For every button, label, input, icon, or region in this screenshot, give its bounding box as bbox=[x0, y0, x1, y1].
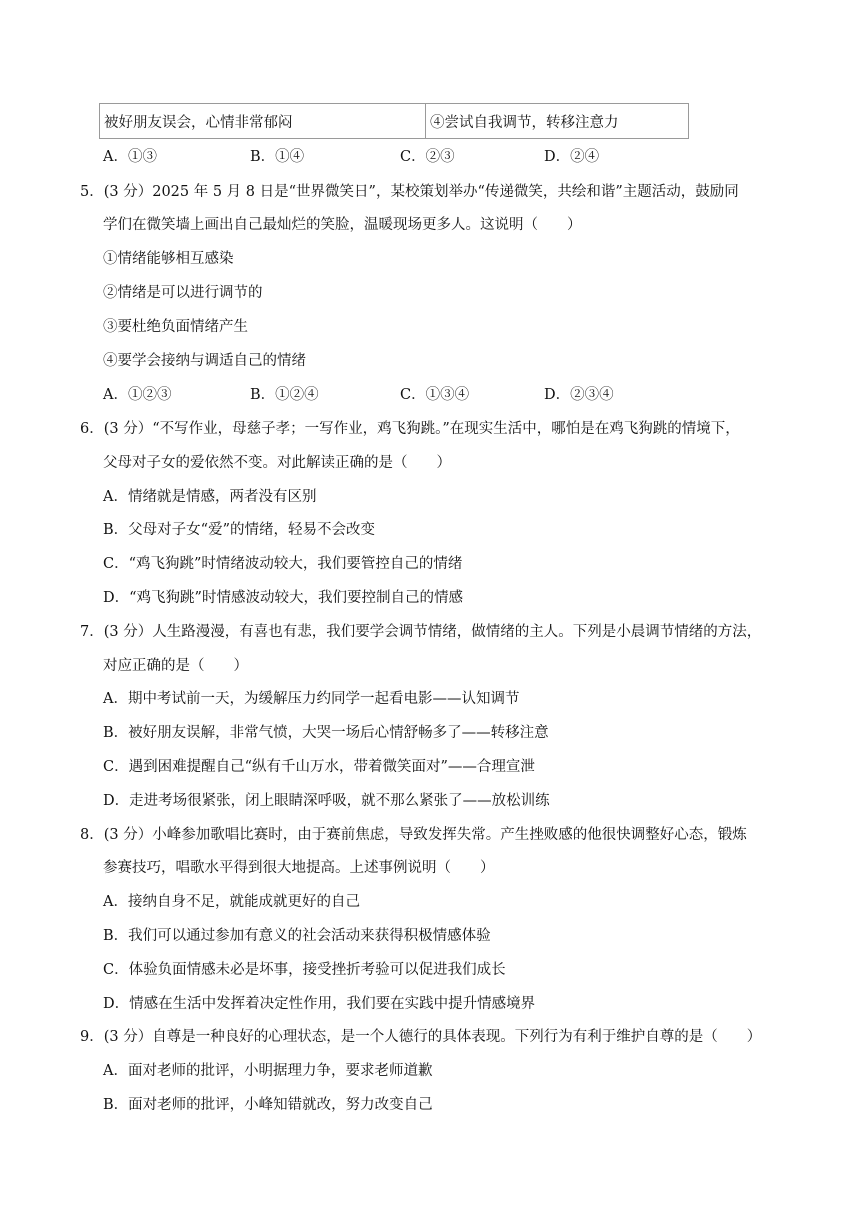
q9-stem-line-1: 9．(3 分）自尊是一种良好的心理状态，是一个人德行的具体表现。下列行为有利于维护自尊的是（ ） bbox=[80, 1029, 762, 1045]
q8-option-a[interactable]: A．接纳自身不足，就能成就更好的自己 bbox=[103, 894, 360, 910]
q6-option-b[interactable]: B．父母对子女“爱”的情绪，轻易不会改变 bbox=[103, 522, 375, 538]
table-cell-method: ④尝试自我调节，转移注意力 bbox=[430, 114, 619, 131]
q6-stem-line-2: 父母对子女的爱依然不变。对此解读正确的是（ ） bbox=[103, 455, 451, 471]
q9-option-b[interactable]: B．面对老师的批评，小峰知错就改，努力改变自己 bbox=[103, 1097, 433, 1113]
q5-option-d[interactable]: D．②③④ bbox=[544, 387, 614, 403]
q7-option-a[interactable]: A．期中考试前一天，为缓解压力约同学一起看电影——认知调节 bbox=[103, 691, 520, 707]
q6-stem-line-1: 6．(3 分）“不写作业，母慈子孝；一写作业，鸡飞狗跳。”在现实生活中，哪怕是在鸡飞狗跳的情境下， bbox=[80, 421, 740, 437]
q6-option-a[interactable]: A．情绪就是情感，两者没有区别 bbox=[103, 489, 317, 505]
q8-option-c[interactable]: C．体验负面情感未必是坏事，接受挫折考验可以促进我们成长 bbox=[103, 962, 506, 978]
q5-option-c[interactable]: C．①③④ bbox=[400, 387, 470, 403]
q9-option-a[interactable]: A．面对老师的批评，小明据理力争，要求老师道歉 bbox=[103, 1063, 433, 1079]
q5-stem-line-2: 学们在微笑墙上画出自己最灿烂的笑脸，温暖现场更多人。这说明（ ） bbox=[103, 217, 582, 233]
q4-option-d[interactable]: D．②④ bbox=[544, 149, 600, 165]
q8-option-b[interactable]: B．我们可以通过参加有意义的社会活动来获得积极情感体验 bbox=[103, 928, 491, 944]
q5-item-4: ④要学会接纳与调适自己的情绪 bbox=[103, 353, 306, 369]
q5-item-2: ②情绪是可以进行调节的 bbox=[103, 285, 263, 301]
q7-option-b[interactable]: B．被好朋友误解，非常气愤，大哭一场后心情舒畅多了——转移注意 bbox=[103, 725, 549, 741]
material-table bbox=[99, 103, 689, 139]
q7-stem-line-1: 7．(3 分）人生路漫漫，有喜也有悲，我们要学会调节情绪，做情绪的主人。下列是小晨调节情绪的方法， bbox=[80, 624, 762, 640]
q8-option-d[interactable]: D．情感在生活中发挥着决定性作用，我们要在实践中提升情感境界 bbox=[103, 996, 536, 1012]
q7-option-d[interactable]: D．走进考场很紧张，闭上眼睛深呼吸，就不那么紧张了——放松训练 bbox=[103, 793, 550, 809]
q6-option-d[interactable]: D．“鸡飞狗跳”时情感波动较大，我们要控制自己的情感 bbox=[103, 590, 463, 606]
q7-option-c[interactable]: C．遇到困难提醒自己“纵有千山万水，带着微笑面对”——合理宣泄 bbox=[103, 759, 535, 775]
q6-option-c[interactable]: C．“鸡飞狗跳”时情绪波动较大，我们要管控自己的情绪 bbox=[103, 556, 463, 572]
q5-stem-line-1: 5．(3 分）2025 年 5 月 8 日是“世界微笑日”，某校策划举办“传递微笑，共绘和谐”主题活动，鼓励同 bbox=[80, 184, 739, 200]
q8-stem-line-2: 参赛技巧，唱歌水平得到很大地提高。上述事例说明（ ） bbox=[103, 860, 495, 876]
q8-stem-line-1: 8．(3 分）小峰参加歌唱比赛时，由于赛前焦虑，导致发挥失常。产生挫败感的他很快调整好心态，锻炼 bbox=[80, 827, 747, 843]
q4-option-c[interactable]: C．②③ bbox=[400, 149, 455, 165]
q5-option-a[interactable]: A．①②③ bbox=[103, 387, 172, 403]
q5-item-3: ③要杜绝负面情绪产生 bbox=[103, 319, 248, 335]
q7-stem-line-2: 对应正确的是（ ） bbox=[103, 658, 248, 674]
q5-item-1: ①情绪能够相互感染 bbox=[103, 251, 234, 267]
q5-option-b[interactable]: B．①②④ bbox=[250, 387, 319, 403]
q4-option-a[interactable]: A．①③ bbox=[103, 149, 157, 165]
table-cell-situation: 被好朋友误会，心情非常郁闷 bbox=[100, 104, 426, 138]
q4-option-b[interactable]: B．①④ bbox=[250, 149, 305, 165]
